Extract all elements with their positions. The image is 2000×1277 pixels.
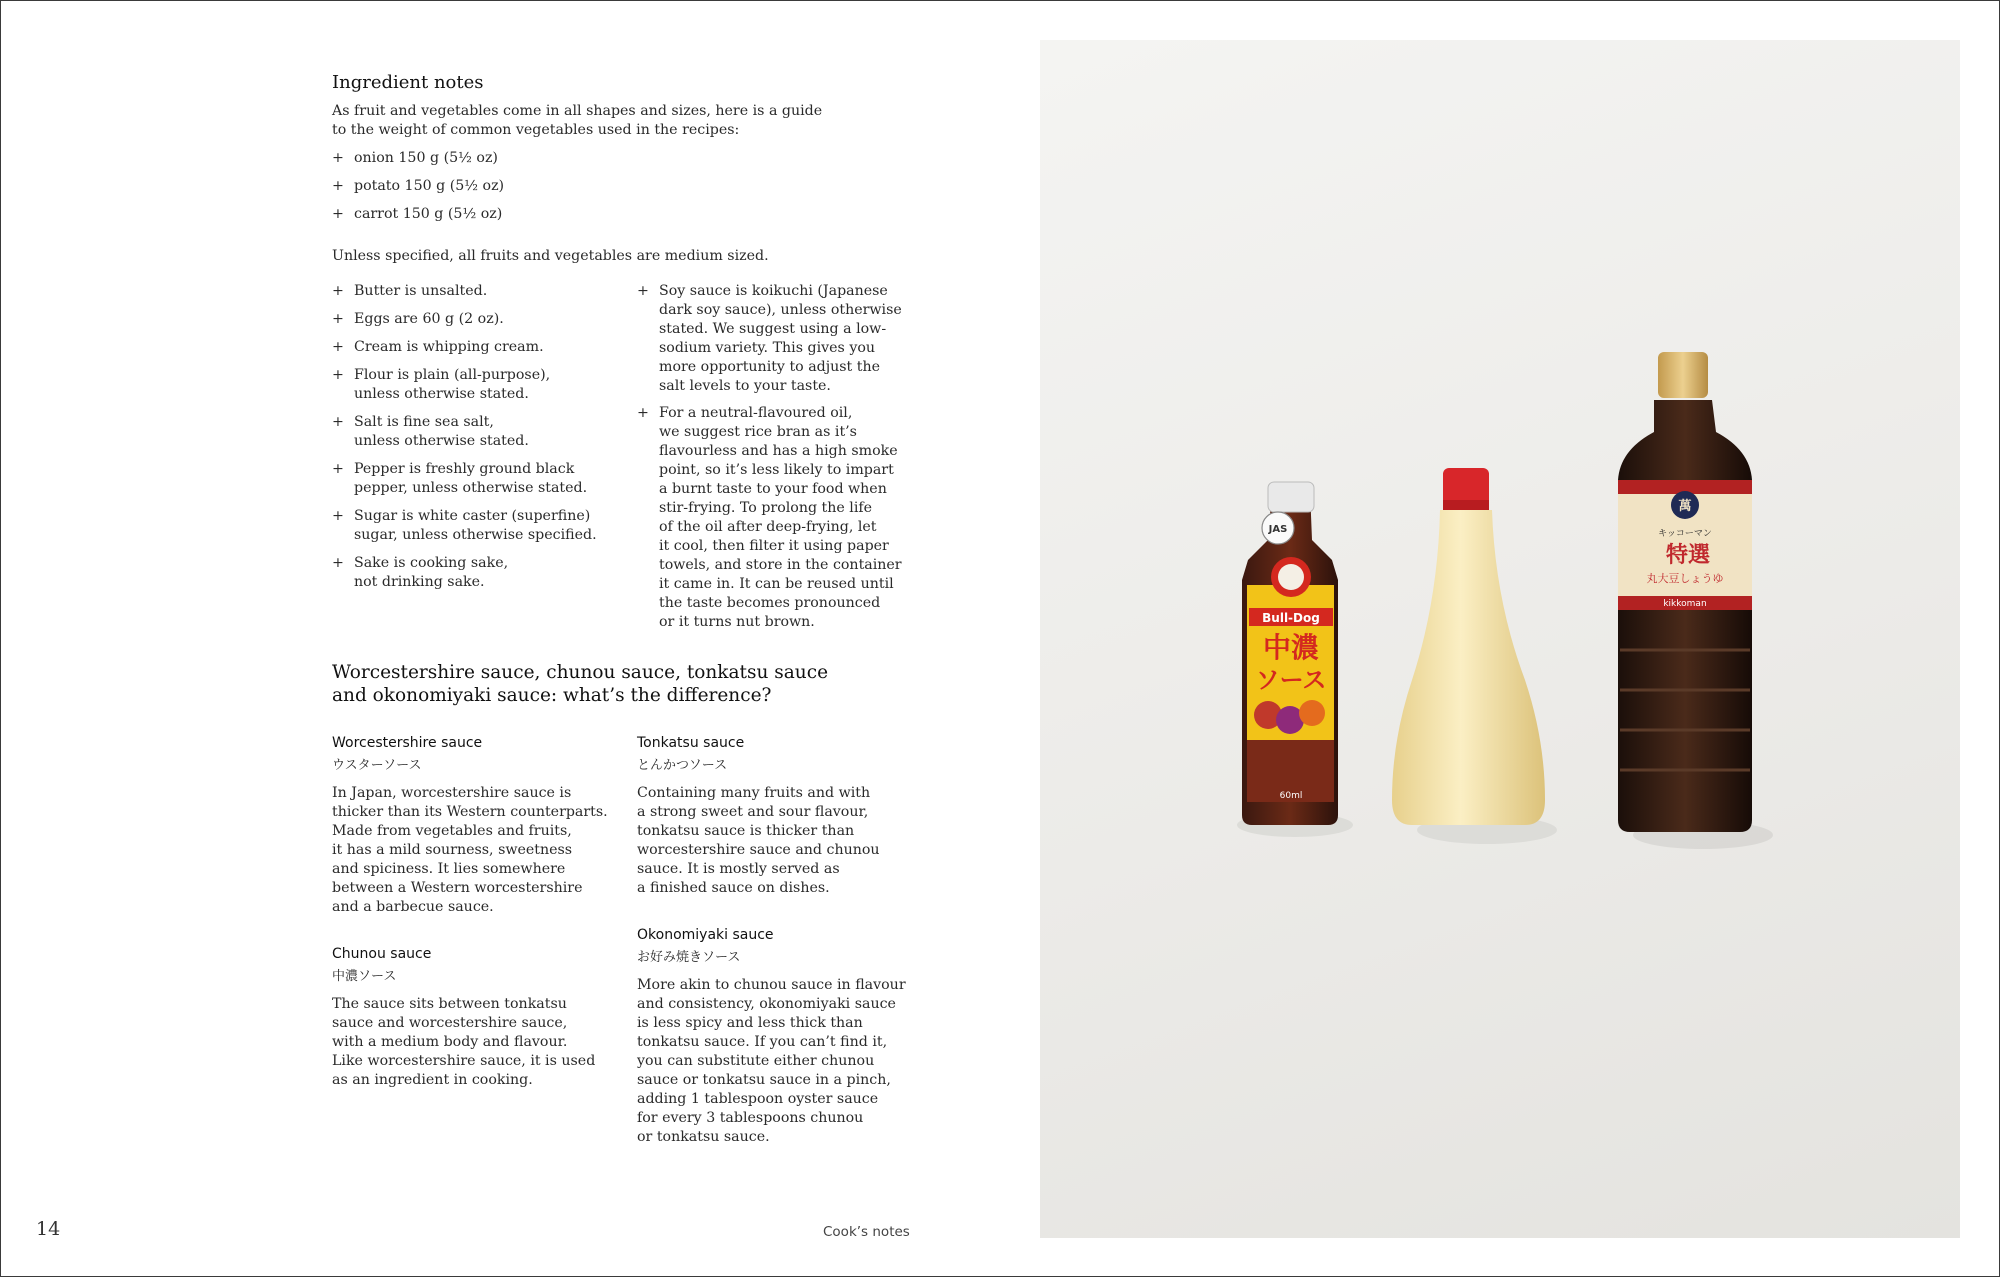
bulldog-title-1: 中濃: [1262, 631, 1320, 664]
sauce-description: The sauce sits between tonkatsu sauce and worcestershire sauce, with a medium body and flavour. Like worcestershire sauce, it is used as an ingredient in cooking.: [332, 996, 596, 1088]
vegetable-weights-list: [332, 149, 912, 224]
sauce-okonomiyaki: [637, 925, 912, 1147]
kikkoman-brand: kikkoman: [1663, 599, 1707, 609]
sauce-japanese-name: とんかつソース: [637, 758, 728, 773]
sauce-difference-heading: Worcestershire sauce, chunou sauce, tonkatsu sauce and okonomiyaki sauce: what’s the difference?: [332, 662, 829, 706]
sauce-japanese-name: お好み焼きソース: [637, 950, 741, 965]
soy-sauce-bottle: [1618, 352, 1752, 832]
sauce-tonkatsu: [637, 733, 912, 898]
sauce-description: In Japan, worcestershire sauce is thicker than its Western counterparts. Made from vegetables and fruits, it has a mild sourness, sweetness and spiciness. It lies somewhere between a Western worcestershire and a barbecue sauce.: [332, 785, 608, 915]
text-column: [332, 70, 912, 1174]
running-head: Cook’s notes: [823, 1224, 910, 1240]
medium-size-note: Unless specified, all fruits and vegetables are medium sized.: [332, 248, 769, 264]
weight-item: + potato 150 g (5½ oz): [332, 177, 912, 196]
kikkoman-line2: 特選: [1665, 543, 1711, 568]
bulldog-volume: 60ml: [1279, 791, 1303, 801]
bottles-illustration: [1040, 40, 1960, 1238]
intro-line: to the weight of common vegetables used in the recipes:: [332, 122, 740, 138]
note-item: + Butter is unsalted.: [332, 282, 637, 301]
sauce-description: More akin to chunou sauce in flavour and consistency, okonomiyaki sauce is less spicy and less thick than tonkatsu sauce. If you can’t find it, you can substitute either chunou sauce or tonkatsu sauce in a pinch, adding 1 tablespoon oyster sauce for every 3 tablespoons chunou or tonkatsu sauce.: [637, 977, 906, 1145]
ingredient-notes-intro: [332, 102, 912, 140]
bulldog-brand: Bull-Dog: [1262, 611, 1320, 625]
mayonnaise-bottle: [1392, 468, 1545, 825]
jas-mark: JAS: [1268, 524, 1288, 535]
kikkoman-emblem: 萬: [1678, 499, 1692, 514]
notes-list-right: [637, 282, 912, 632]
sauce-bottles-photo: [1040, 40, 1960, 1238]
ingredient-notes-heading: Ingredient notes: [332, 72, 484, 93]
sauce-japanese-name: 中濃ソース: [332, 969, 397, 984]
note-item: + Eggs are 60 g (2 oz).: [332, 310, 637, 329]
sauce-description: Containing many fruits and with a strong sweet and sour flavour, tonkatsu sauce is thicker than worcestershire sauce and chunou sauce. It is mostly served as a finished sauce on dishes.: [637, 785, 880, 896]
sauce-japanese-name: ウスターソース: [332, 758, 422, 773]
sauce-chunou: [332, 944, 637, 1090]
note-item-oil: + For a neutral-flavoured oil, we suggest rice bran as it’s flavourless and has a high smoke point, so it’s less likely to impart a burnt taste to your food when stir-frying. To prolong the life of the oil after deep-frying, let it cool, then filter it using paper towels, and store in the container it came in. It can be reused until the taste becomes pronounced or it turns nut brown.: [637, 404, 912, 632]
sauce-worcestershire: [332, 733, 637, 917]
note-item-soy-sauce: + Soy sauce is koikuchi (Japanese dark soy sauce), unless otherwise stated. We suggest using a low- sodium variety. This gives you more opportunity to adjust the salt levels to your taste.: [637, 282, 912, 396]
kikkoman-line1: キッコーマン: [1658, 529, 1712, 539]
intro-line: As fruit and vegetables come in all shapes and sizes, here is a guide: [332, 103, 823, 119]
sauce-name: Okonomiyaki sauce: [637, 927, 774, 943]
ingredient-notes-columns: [332, 282, 912, 640]
kikkoman-line3: 丸大豆しょうゆ: [1646, 572, 1724, 585]
note-item: + Flour is plain (all-purpose), unless otherwise stated.: [332, 366, 637, 404]
page-number: 14: [36, 1218, 61, 1240]
sauce-columns: [332, 733, 912, 1174]
weight-item: + carrot 150 g (5½ oz): [332, 205, 912, 224]
weight-item: + onion 150 g (5½ oz): [332, 149, 912, 168]
note-item: + Pepper is freshly ground black pepper, unless otherwise stated.: [332, 460, 637, 498]
notes-list-left: [332, 282, 637, 592]
note-item: + Salt is fine sea salt, unless otherwise stated.: [332, 413, 637, 451]
note-item: + Cream is whipping cream.: [332, 338, 637, 357]
note-item: + Sugar is white caster (superfine) sugar, unless otherwise specified.: [332, 507, 637, 545]
bulldog-sauce-bottle: [1242, 482, 1338, 825]
note-item: + Sake is cooking sake, not drinking sake.: [332, 554, 637, 592]
sauce-name: Chunou sauce: [332, 946, 432, 962]
sauce-name: Tonkatsu sauce: [637, 735, 745, 751]
bulldog-title-2: ソース: [1255, 666, 1327, 694]
sauce-name: Worcestershire sauce: [332, 735, 483, 751]
